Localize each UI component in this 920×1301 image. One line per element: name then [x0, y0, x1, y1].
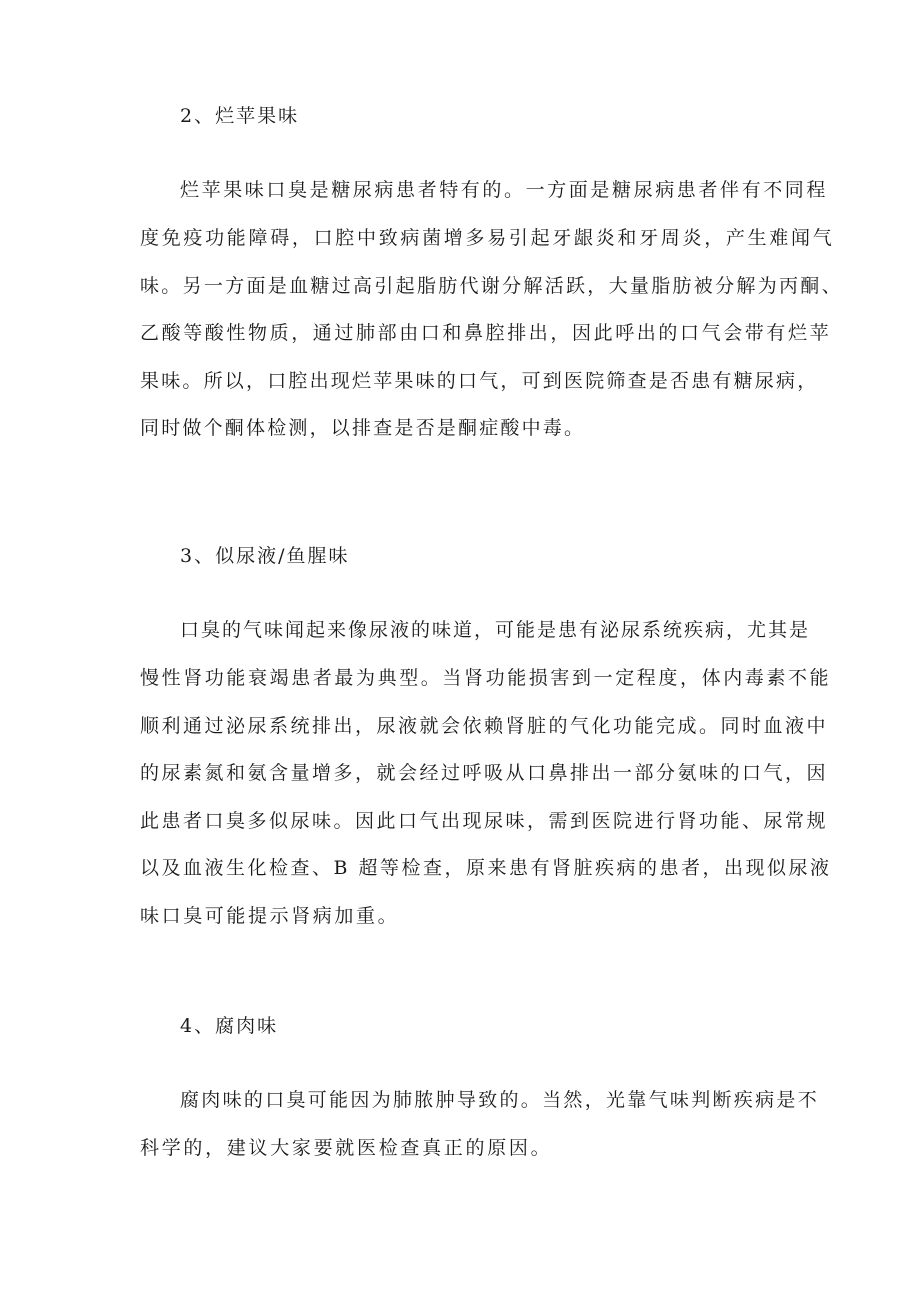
paragraph-line: 烂苹果味口臭是糖尿病患者特有的。一方面是糖尿病患者伴有不同程 — [180, 179, 829, 201]
paragraph-line: 此患者口臭多似尿味。因此口气出现尿味，需到医院进行肾功能、尿常规 — [140, 810, 829, 832]
paragraph-line: 味口臭可能提示肾病加重。 — [140, 905, 400, 927]
paragraph-line: 乙酸等酸性物质，通过肺部由口和鼻腔排出，因此呼出的口气会带有烂苹 — [140, 322, 832, 344]
paragraph-line: 果味。所以，口腔出现烂苹果味的口气，可到医院筛查是否患有糖尿病， — [140, 370, 819, 392]
paragraph-line: 顺利通过泌尿系统排出，尿液就会依赖肾脏的气化功能完成。同时血液中 — [140, 715, 829, 737]
paragraph-line: 口臭的气味闻起来像尿液的味道，可能是患有泌尿系统疾病，尤其是 — [180, 619, 811, 641]
section-heading: 4、腐肉味 — [180, 1015, 279, 1037]
paragraph-line: 的尿素氮和氨含量增多，就会经过呼吸从口鼻排出一部分氨味的口气，因 — [140, 762, 829, 784]
section-heading: 3、似尿液/鱼腥味 — [180, 545, 350, 567]
paragraph-line: 同时做个酮体检测，以排查是否是酮症酸中毒。 — [140, 417, 586, 439]
section-heading: 2、烂苹果味 — [180, 105, 300, 127]
paragraph-line: 科学的，建议大家要就医检查真正的原因。 — [140, 1137, 553, 1159]
paragraph-line: 以及血液生化检查、B 超等检查，原来患有肾脏疾病的患者，出现似尿液 — [140, 857, 832, 879]
paragraph-line: 度免疫功能障碍，口腔中致病菌增多易引起牙龈炎和牙周炎，产生难闻气 — [140, 227, 835, 249]
paragraph-line: 腐肉味的口臭可能因为肺脓肿导致的。当然，光靠气味判断疾病是不 — [180, 1089, 820, 1111]
paragraph-line: 味。另一方面是血糖过高引起脂肪代谢分解活跃，大量脂肪被分解为丙酮、 — [140, 275, 843, 297]
paragraph-line: 慢性肾功能衰竭患者最为典型。当肾功能损害到一定程度，体内毒素不能 — [140, 667, 832, 689]
